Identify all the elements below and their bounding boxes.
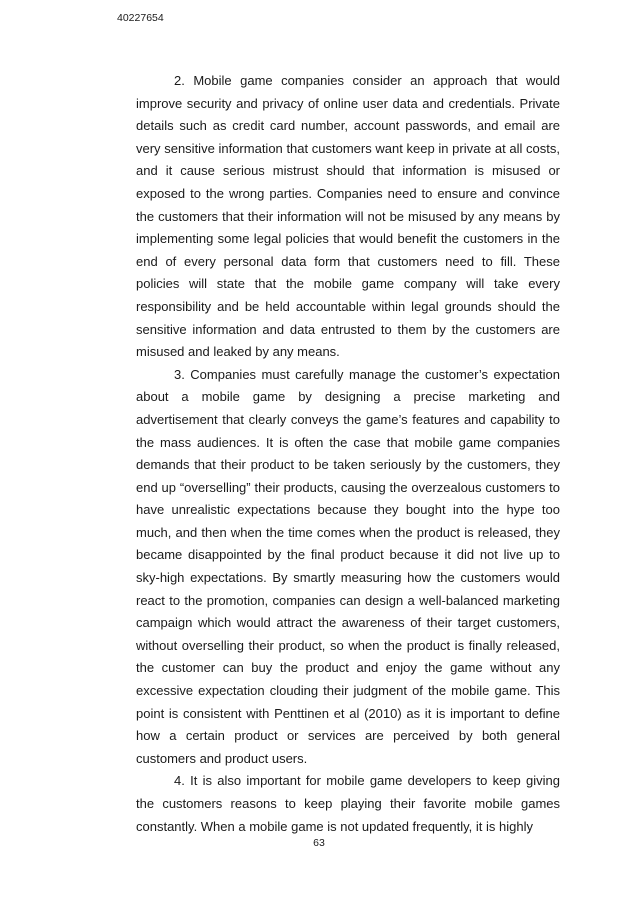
page-number: 63 [313, 837, 325, 849]
body-text [136, 70, 560, 838]
student-id-header: 40227654 [117, 12, 164, 24]
paragraph-point-2: 2. Mobile game companies consider an approach that would improve security and privacy of online user data and credentials. Private details such as credit card number, account passwords, and email are very sensitive information that customers want keep in private at all costs, and it cause serious mistrust should that information is misused or exposed to the wrong parties. Companies need to ensure and convince the customers that their information will not be misused by any means by implementing some legal policies that would benefit the customers in the end of every personal data form that customers need to fill. These policies will state that the mobile game company will take every responsibility and be held accountable within legal grounds should the sensitive information and data entrusted to them by the customers are misused and leaked by any means. [136, 73, 560, 360]
paragraph-point-3: 3. Companies must carefully manage the customer’s expectation about a mobile game by designing a precise marketing and advertisement that clearly conveys the game’s features and capability to the mass audiences. It is often the case that mobile game companies demands that their product to be taken seriously by the customers, they end up “overselling” their products, causing the overzealous customers to have unrealistic expectations because they bought into the hype too much, and then when the time comes when the product is released, they became disappointed by the final product because it did not live up to sky-high expectations. By smartly measuring how the customers would react to the promotion, companies can design a well-balanced marketing campaign which would attract the awareness of their target customers, without overselling their product, so when the product is finally released, the customer can buy the product and enjoy the game without any excessive expectation clouding their judgment of the mobile game. This point is consistent with Penttinen et al (2010) as it is important to define how a certain product or services are perceived by both general customers and product users. [136, 366, 560, 766]
paragraph-point-4: 4. It is also important for mobile game developers to keep giving the customers reasons to keep playing their favorite mobile games constantly. When a mobile game is not updated frequently, it is highly [136, 773, 560, 834]
